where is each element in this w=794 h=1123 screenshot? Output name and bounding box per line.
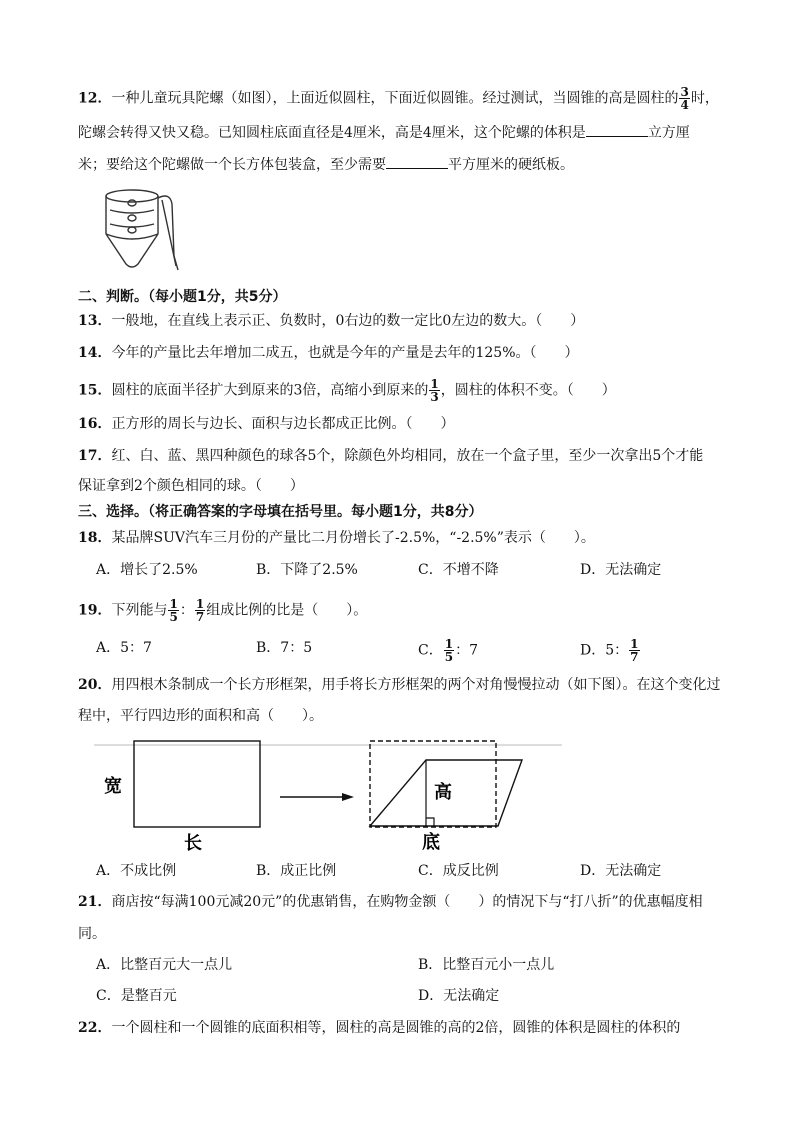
fraction-denominator: 7	[195, 610, 205, 624]
question-14	[78, 343, 579, 363]
option-c[interactable]: C．成反比例	[418, 863, 499, 879]
question-text: 一个圆柱和一个圆锥的底面积相等，圆柱的高是圆锥的高的2倍，圆锥的体积是圆柱的体积的	[111, 1020, 681, 1036]
question-12-line-1	[78, 86, 719, 111]
question-number: 14．	[78, 345, 112, 361]
ratio-colon: ：	[179, 602, 194, 619]
option-c[interactable]	[418, 638, 478, 663]
question-number: 18．	[78, 530, 112, 546]
question-20-line-2: 程中，平行四边形的面积和高（ ）。	[78, 708, 323, 724]
question-text: 商店按“每满100元减20元”的优惠销售，在购物金额（ ）的情况下与“打八折”的优惠幅度相	[111, 894, 703, 910]
length-label: 长	[184, 833, 202, 854]
fraction	[195, 598, 205, 623]
question-number: 13．	[78, 313, 112, 329]
option-a[interactable]: A．增长了2.5%	[96, 562, 198, 578]
fraction-numerator: 1	[195, 597, 205, 611]
question-text: 陀螺会转得又快又稳。已知圆柱底面直径是4厘米，高是4厘米，这个陀螺的体积是	[78, 125, 586, 141]
question-18	[78, 528, 595, 548]
option-label: D．5：	[580, 642, 629, 659]
question-text: 下列能与	[111, 602, 168, 619]
question-text: 平方厘米的硬纸板。	[448, 157, 574, 173]
spinning-top-figure	[100, 186, 186, 274]
answer-blank-volume[interactable]	[586, 122, 648, 137]
width-label: 宽	[104, 776, 122, 797]
option-a[interactable]: A．5：7	[96, 640, 152, 656]
fraction	[679, 86, 689, 111]
option-text: ：7	[455, 642, 478, 659]
option-d[interactable]: D．无法确定	[580, 863, 662, 879]
rectangle-frame	[134, 741, 260, 827]
fraction-numerator: 1	[444, 637, 454, 651]
question-number: 20．	[78, 677, 112, 693]
option-d[interactable]	[580, 638, 641, 663]
question-text: 正方形的周长与边长、面积与边长都成正比例。（ ）	[111, 416, 455, 432]
question-text: 用四根木条制成一个长方形框架，用手将长方形框架的两个对角慢慢拉动（如下图）。在这个变化过	[111, 677, 721, 693]
section-2-title: 二、判断。（每小题1分，共5分）	[78, 289, 287, 305]
question-number: 12．	[78, 90, 112, 107]
question-text: 一种儿童玩具陀螺（如图），上面近似圆柱，下面近似圆锥。经过测试，当圆锥的高是圆柱的	[111, 90, 679, 107]
question-text: 立方厘	[647, 125, 690, 141]
question-17-line-1	[78, 446, 703, 466]
fraction	[429, 378, 439, 403]
question-text: ，圆柱的体积不变。（ ）	[440, 382, 616, 399]
right-angle-mark	[426, 818, 434, 826]
question-text: 今年的产量比去年增加二成五，也就是今年的产量是去年的125%。（ ）	[111, 345, 579, 361]
option-b[interactable]: B．比整百元小一点儿	[418, 957, 555, 973]
question-text: 一般地，在直线上表示正、负数时，0右边的数一定比0左边的数大。（ ）	[111, 313, 585, 329]
question-number: 22．	[78, 1020, 112, 1036]
question-21-line-1	[78, 892, 703, 912]
option-c[interactable]: C．不增不降	[418, 562, 499, 578]
fraction-numerator: 1	[169, 597, 178, 611]
base-label: 底	[422, 832, 440, 853]
question-13	[78, 311, 584, 331]
option-d[interactable]: D．无法确定	[418, 988, 500, 1004]
fraction-denominator: 7	[630, 650, 639, 664]
answer-blank-area[interactable]	[386, 154, 448, 169]
question-19	[78, 598, 367, 623]
question-12-line-3	[78, 154, 574, 175]
height-label: 高	[434, 782, 452, 803]
question-16	[78, 414, 454, 434]
question-text: 圆柱的底面半径扩大到原来的3倍，高缩小到原来的	[111, 382, 429, 399]
dashed-rectangle	[370, 741, 496, 827]
option-d[interactable]: D．无法确定	[580, 562, 662, 578]
fraction-numerator: 1	[430, 377, 439, 391]
option-b[interactable]: B．7：5	[256, 640, 313, 656]
question-number: 15．	[78, 382, 112, 399]
option-label: C．	[418, 642, 443, 659]
fraction	[444, 638, 454, 663]
arrow-head	[342, 793, 354, 801]
option-c[interactable]: C．是整百元	[96, 988, 177, 1004]
question-number: 19．	[78, 602, 112, 619]
question-number: 21．	[78, 894, 112, 910]
question-22	[78, 1018, 680, 1038]
fraction-numerator: 3	[680, 85, 689, 99]
question-20-line-1	[78, 675, 720, 695]
fraction-numerator: 1	[630, 637, 639, 651]
option-a[interactable]: A．比整百元大一点儿	[96, 957, 233, 973]
fraction	[168, 598, 178, 623]
question-number: 17．	[78, 448, 112, 464]
section-3-title: 三、选择。（将正确答案的字母填在括号里。每小题1分，共8分）	[78, 504, 483, 520]
question-number: 16．	[78, 416, 112, 432]
option-b[interactable]: B．下降了2.5%	[256, 562, 358, 578]
question-17-line-2: 保证拿到2个颜色相同的球。（ ）	[78, 478, 304, 494]
question-text: 红、白、蓝、黑四种颜色的球各5个，除颜色外均相同，放在一个盒子里，至少一次拿出5个才能	[111, 448, 704, 464]
option-b[interactable]: B．成正比例	[256, 863, 337, 879]
fraction-denominator: 5	[169, 610, 178, 624]
option-a[interactable]: A．不成比例	[96, 863, 177, 879]
question-21-line-2: 同。	[78, 926, 106, 942]
fraction	[629, 638, 639, 663]
fraction-denominator: 3	[430, 390, 439, 404]
question-12-line-2	[78, 122, 690, 143]
question-15	[78, 378, 616, 403]
question-text: 时，	[690, 90, 719, 107]
rectangle-parallelogram-figure	[92, 740, 568, 856]
fraction-denominator: 5	[444, 650, 454, 664]
question-text: 某品牌SUV汽车三月份的产量比二月份增长了-2.5%，“-2.5%”表示（ ）。	[111, 530, 595, 546]
question-text: 米；要给这个陀螺做一个长方体包装盒，至少需要	[78, 157, 386, 173]
question-text: 组成比例的比是（ ）。	[206, 602, 368, 619]
fraction-denominator: 4	[680, 98, 689, 112]
